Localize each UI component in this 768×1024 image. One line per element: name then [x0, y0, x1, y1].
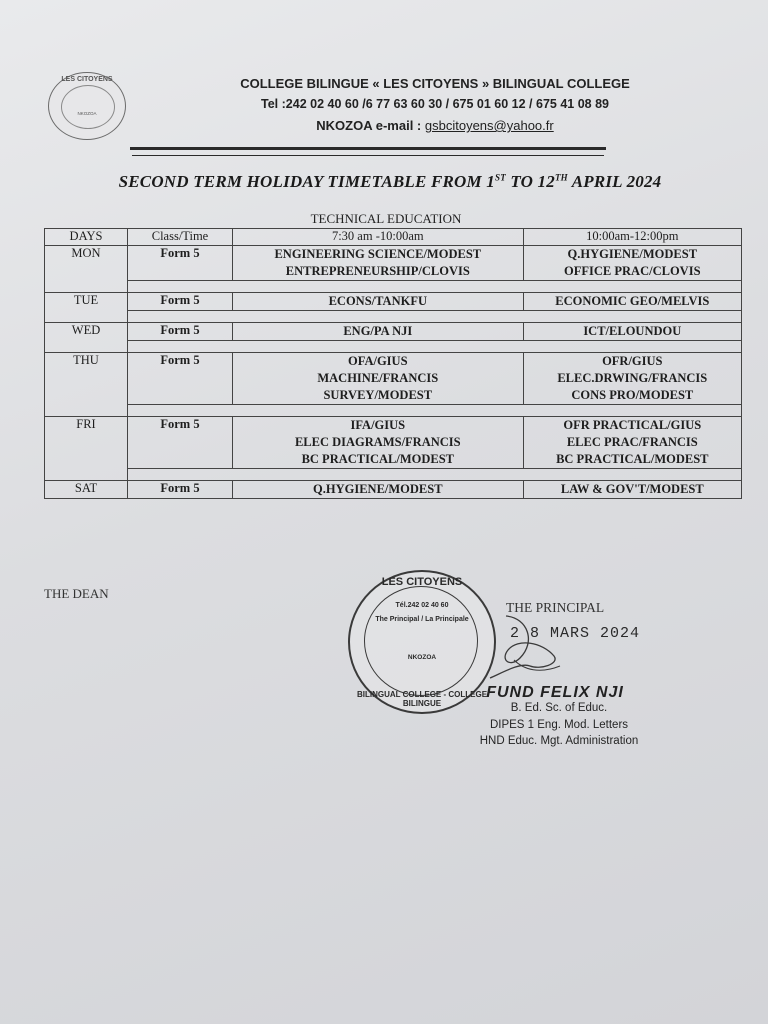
- timetable-row: [45, 481, 742, 499]
- day-cell: SAT: [45, 481, 128, 499]
- row-separator: [45, 281, 742, 293]
- subject-teacher: OFR/GIUS: [602, 354, 663, 368]
- row-separator: [45, 469, 742, 481]
- header-class-time: Class/Time: [128, 229, 233, 246]
- day-cell: THU: [45, 353, 128, 417]
- slot-2-cell: [523, 481, 741, 499]
- subject-teacher: Q.HYGIENE/MODEST: [567, 247, 698, 261]
- school-name: COLLEGE BILINGUE « LES CITOYENS » BILINGUAL COLLEGE: [240, 76, 630, 91]
- day-cell: WED: [45, 323, 128, 353]
- slot-2-cell: [523, 353, 741, 405]
- location-email-label: NKOZOA e-mail :: [316, 118, 422, 133]
- header-rule: [130, 147, 606, 150]
- title-part3: APRIL 2024: [567, 172, 662, 191]
- subject-teacher: ENGINEERING SCIENCE/MODEST: [274, 247, 482, 261]
- timetable-row: [45, 417, 742, 469]
- title-sup1: ST: [495, 172, 506, 183]
- class-cell: Form 5: [128, 353, 233, 405]
- separator-cell: [128, 469, 742, 481]
- separator-cell: [128, 311, 742, 323]
- principal-credential-1: B. Ed. Sc. of Educ.: [510, 702, 608, 714]
- stamp-town: NKOZOA: [407, 654, 437, 661]
- day-cell: FRI: [45, 417, 128, 481]
- stamp-phone: Tél.242 02 40 60: [395, 602, 449, 609]
- timetable: [44, 228, 742, 499]
- timetable-row: [45, 293, 742, 311]
- slot-1-cell: [233, 417, 524, 469]
- subject-teacher: BC PRACTICAL/MODEST: [556, 452, 709, 466]
- slot-2-cell: [523, 293, 741, 311]
- email-link[interactable]: gsbcitoyens@yahoo.fr: [424, 118, 554, 133]
- principal-credential-3: HND Educ. Mgt. Administration: [479, 735, 639, 747]
- title-sup2: TH: [554, 172, 568, 183]
- subject-teacher: ECONOMIC GEO/MELVIS: [555, 294, 710, 308]
- timetable-row: [45, 246, 742, 281]
- slot-2-cell: [523, 323, 741, 341]
- stamp-bottom-text: BILINGUAL COLLEGE - COLLEGE BILINGUE: [356, 690, 488, 708]
- class-cell: Form 5: [128, 323, 233, 341]
- separator-cell: [128, 405, 742, 417]
- dean-label: THE DEAN: [44, 586, 109, 601]
- header-rule-thin: [132, 155, 604, 156]
- principal-credential-2: DIPES 1 Eng. Mod. Letters: [489, 719, 629, 731]
- slot-2-cell: [523, 417, 741, 469]
- subject-teacher: ECONS/TANKFU: [328, 294, 427, 308]
- logo-text: LES CITOYENS: [61, 76, 113, 83]
- class-cell: Form 5: [128, 293, 233, 311]
- subject-teacher: OFA/GIUS: [348, 354, 408, 368]
- title-part2: TO 12: [505, 172, 555, 191]
- logo-town: NKOZOA: [77, 111, 97, 116]
- subject-teacher: ELEC.DRWING/FRANCIS: [557, 371, 708, 385]
- subject-teacher: SURVEY/MODEST: [323, 388, 433, 402]
- principal-name: FUND FELIX NJI: [486, 684, 624, 701]
- subject-teacher: IFA/GIUS: [350, 418, 406, 432]
- slot-1-cell: [233, 293, 524, 311]
- timetable-row: [45, 323, 742, 341]
- separator-cell: [128, 281, 742, 293]
- slot-1-cell: [233, 353, 524, 405]
- subject-teacher: ICT/ELOUNDOU: [583, 324, 682, 338]
- slot-1-cell: [233, 481, 524, 499]
- header-slot-2: 10:00am-12:00pm: [523, 229, 741, 246]
- header-slot-1: 7:30 am -10:00am: [233, 229, 524, 246]
- row-separator: [45, 341, 742, 353]
- slot-1-cell: [233, 246, 524, 281]
- signature-date: 2 8 MARS 2024: [510, 625, 641, 642]
- subject-teacher: ENTREPRENEURSHIP/CLOVIS: [285, 264, 470, 278]
- stamp-top-text: LES CITOYENS: [381, 576, 463, 588]
- subject-teacher: ELEC DIAGRAMS/FRANCIS: [294, 435, 461, 449]
- subject-teacher: ENG/PA NJI: [343, 324, 413, 338]
- slot-2-cell: [523, 246, 741, 281]
- principal-signature: [470, 612, 580, 687]
- row-separator: [45, 405, 742, 417]
- subject-teacher: Q.HYGIENE/MODEST: [313, 482, 443, 496]
- header-days: DAYS: [45, 229, 128, 246]
- stamp-ring-text: The Principal / La Principale: [375, 616, 469, 623]
- timetable-header-row: [45, 229, 742, 246]
- day-cell: TUE: [45, 293, 128, 323]
- slot-1-cell: [233, 323, 524, 341]
- school-location-email: [190, 118, 680, 133]
- title-part1: SECOND TERM HOLIDAY TIMETABLE FROM 1: [118, 172, 495, 191]
- school-logo: [48, 72, 126, 140]
- class-cell: Form 5: [128, 246, 233, 281]
- document-title: [70, 172, 710, 192]
- separator-cell: [128, 341, 742, 353]
- school-phone: Tel :242 02 40 60 /6 77 63 60 30 / 675 01 60 12 / 675 41 08 89: [261, 97, 609, 111]
- timetable-row: [45, 353, 742, 405]
- class-cell: Form 5: [128, 481, 233, 499]
- class-cell: Form 5: [128, 417, 233, 469]
- principal-label: THE PRINCIPAL: [506, 600, 605, 615]
- subject-teacher: CONS PRO/MODEST: [571, 388, 694, 402]
- logo-emblem: [61, 85, 115, 129]
- row-separator: [45, 311, 742, 323]
- subject-teacher: ELEC PRAC/FRANCIS: [566, 435, 698, 449]
- subject-teacher: OFR PRACTICAL/GIUS: [563, 418, 702, 432]
- subject-teacher: MACHINE/FRANCIS: [317, 371, 439, 385]
- subject-teacher: LAW & GOV'T/MODEST: [560, 482, 704, 496]
- subject-teacher: BC PRACTICAL/MODEST: [301, 452, 455, 466]
- section-heading: TECHNICAL EDUCATION: [310, 211, 462, 226]
- timetable-body: [45, 246, 742, 499]
- subject-teacher: OFFICE PRAC/CLOVIS: [564, 264, 701, 278]
- day-cell: MON: [45, 246, 128, 293]
